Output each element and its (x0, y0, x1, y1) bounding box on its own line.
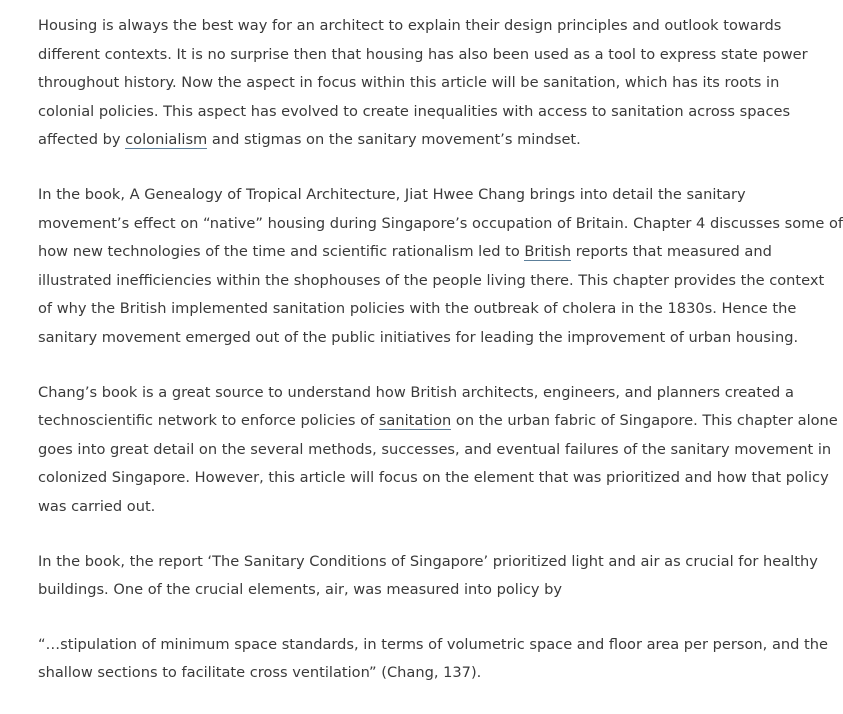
text-line (38, 548, 838, 577)
text-line (38, 98, 838, 127)
text-line (38, 407, 838, 436)
text-segment: In the book, the report ‘The Sanitary Conditions of Singapore’ prioritized light and air as crucial for healthy (38, 552, 818, 570)
text-segment: “…stipulation of minimum space standards, in terms of volumetric space and floor area per person, and the (38, 635, 829, 653)
text-line (38, 493, 838, 522)
text-segment: how new technologies of the time and scientific rationalism led to (38, 243, 525, 261)
article-paragraph (38, 379, 838, 522)
text-line (38, 238, 838, 267)
text-segment: colonized Singapore. However, this article will focus on the element that was prioritized and how that policy (38, 469, 829, 487)
article-paragraph (38, 12, 838, 155)
text-segment: of why the British implemented sanitation policies with the outbreak of cholera in the 1830s. Hence the (38, 300, 797, 318)
text-segment: illustrated inefficiencies within the shophouses of the people living there. This chapter provides the context (38, 271, 825, 289)
text-segment: throughout history. Now the aspect in focus within this article will be sanitation, which has its roots in (38, 74, 780, 92)
text-line (38, 12, 838, 41)
text-line (38, 576, 838, 605)
text-segment: different contexts. It is no surprise then that housing has also been used as a tool to express state power (38, 45, 808, 63)
text-segment: buildings. One of the crucial elements, air, was measured into policy by (38, 581, 563, 599)
inline-link-colonialism[interactable]: colonialism (125, 131, 208, 149)
article-paragraph (38, 181, 843, 353)
article-body (38, 12, 843, 714)
text-segment: on the urban fabric of Singapore. This chapter alone (451, 412, 838, 430)
article-paragraph (38, 631, 838, 688)
inline-link-sanitation[interactable]: sanitation (378, 412, 452, 430)
text-segment: technoscientific network to enforce policies of (38, 412, 379, 430)
text-segment: colonial policies. This aspect has evolved to create inequalities with access to sanitation across spaces (38, 102, 791, 120)
text-line (38, 41, 838, 70)
text-line (38, 210, 843, 239)
text-line (38, 267, 838, 296)
inline-link-british[interactable]: British (524, 243, 572, 261)
text-segment: and stigmas on the sanitary movement’s mindset. (207, 131, 581, 149)
text-segment: reports that measured and (571, 243, 772, 261)
text-line (38, 659, 838, 688)
text-segment: sanitary movement emerged out of the public initiatives for leading the improvement of urban housing. (38, 328, 799, 346)
text-segment: In the book, A Genealogy of Tropical Architecture, Jiat Hwee Chang brings into detail the sanitary (38, 185, 746, 203)
text-line (38, 464, 838, 493)
article-paragraph (38, 548, 838, 605)
text-line (38, 436, 838, 465)
text-segment: movement’s effect on “native” housing during Singapore’s occupation of Britain. Chapter 4 discusses some of (38, 214, 843, 232)
text-line (38, 324, 838, 353)
text-segment: Housing is always the best way for an architect to explain their design principles and outlook towards (38, 17, 782, 34)
text-line (38, 126, 838, 155)
text-line (38, 69, 838, 98)
text-segment: affected by (38, 131, 126, 149)
text-segment: was carried out. (38, 497, 156, 515)
text-segment: Chang’s book is a great source to understand how British architects, engineers, and planners created a (38, 383, 794, 401)
text-segment: goes into great detail on the several methods, successes, and eventual failures of the sanitary movement in (38, 440, 832, 458)
text-line (38, 181, 838, 210)
text-segment: shallow sections to facilitate cross ventilation” (Chang, 137). (38, 664, 482, 682)
text-line (38, 295, 838, 324)
text-line (38, 379, 838, 408)
text-line (38, 631, 838, 660)
